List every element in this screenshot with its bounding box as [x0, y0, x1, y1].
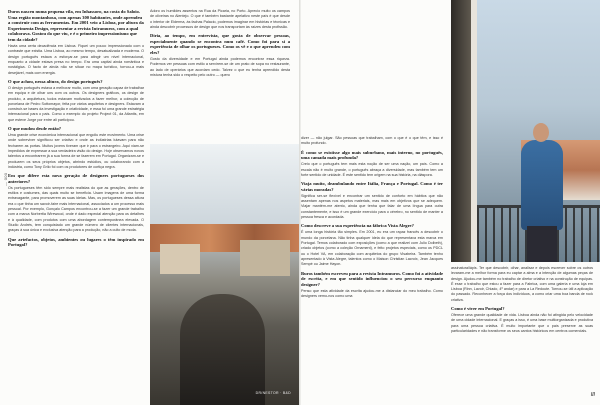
interview-question: Como é viver em Portugal?: [451, 306, 505, 312]
interview-question: Viaja muito, deambulando entre Itália, França e Portugal. Como é ter várias moradas?: [301, 181, 443, 192]
article-paragraph: Gosto da diversidade e em Portugal ainda podemos encontrar essa riqueza. Podemos ver pessoas com estilo a servirem-se de um prato de sopa no restaurante, ao lado de operários que acordam cedo. Talvez o que eu tenha aprendido desta mistura tenha sido o respeito pelo outro — quero: [150, 57, 290, 77]
article-paragraph: assinatura/lápis. Ter que descobrir, olhar, analisar e depois escrever sobre os outros levaram-me a melhor forma para eu captar a alma e a intenção de algumas peças de design. Ajudou-me também no trabalho de diretor criativo e na construção de equipas. É esse o trabalho que estou a fazer para a Fabrica, com uma galeria e uma loja em Lisboa (Rinn, Lavoir, Chiado, 4º andar) e para a La Redoute. Tornou-se útil a aplicação do passado. Reconhecer a força dos indivíduos, a como criar uma boa banda de rock criativa.: [451, 266, 593, 302]
right-column-2: [451, 266, 593, 394]
left-page: [0, 0, 299, 405]
page-end-mark: ///: [590, 392, 595, 398]
right-page: [301, 0, 600, 405]
interview-question: É como se existisse algo mais suburbano, mais interno, no português, uma camada mais profunda?: [301, 149, 443, 161]
article-paragraph: O design português estava a melhorar muito, com uma geração capaz de trabalhar em equipa e de olhar uns com os outros. Os designers gráficos, os design de produto, a arquitetura, todos estavam motivados a fazer melhor, a colecção de porcelana de Pedro Sottomayor, feita por vários arquitetos e designers. Estavam a construir-se bases da investigação e criatividade, e essa foi uma grande estratégia internacional para o país. Como o exemplo do projeto Project 01, da Atlantis, em que esteve Jorge por entre ali participou.: [8, 85, 144, 122]
article-paragraph: Penso que esta atividade da escrita ajudou-me a distanciar do meu trabalho. Como designers vemo-nos como uma: [301, 288, 443, 299]
page-folio-left: — 000: [3, 172, 8, 186]
article-lead: Duros nasceu numa pequena vila, em Inhassoro, na costa do Saloio. Uma região montanhosa, com apenas 300 habitantes, onde aprendeu a construir com as ferramentas. Em 2001 veio a Lisboa, por altura da Experimenta Design, representar a revista Intramuros, com a qual colaborava. Gostou do que viu, e é o primeiro impressionismo que tem da cidade?: [8, 9, 144, 42]
interview-question: O que achou, nessa altura, do design português?: [8, 78, 103, 84]
article-paragraph: Uma grande crise económica internacional que engoliu este movimento. Uma crise onde sobreviver significou ser criativo e onde as indústrias lutavam para não fecharem as portas. Muitos jovens tiveram que ir para o estrangeiro. Aqui viam-se impedidos de expressar a sua verdadeira visão do design. Hoje observamos novos talentos a encontrarem já a sua forma de se fazerem em Portugal. Organizam-se e produzem os seus próprios objetos, abrindo estúdios, ou colaborando com a indústria, como Tony Grilo foi com os produtores de cortiça negra.: [8, 133, 144, 169]
interview-question: O que mudou desde então?: [8, 126, 62, 132]
article-paragraph: dizer — não julgar. São pessoas que trabalham, com o que é o que têm, e isso é muito profundo.: [301, 136, 443, 146]
interview-question: Diria, ao tempo, em entrevista, que gosta de observar pessoas, especialmente quando se encontra num café. Como foi para si a experiência de olhar os portugueses. Como os vê e o que aprendeu com eles?: [150, 33, 290, 55]
article-paragraph: Creio que o português tem mais esta noção de ser uma nação, um país. Como a escala não é muito grande, o português abraça a diversidade, mas também tem um forte sentido de unidade. É este sentido tem origem na sua história, na diáspora.: [301, 162, 443, 177]
portrait-photo: [451, 0, 600, 262]
article-paragraph: Os portugueses têm sido sempre mais realistas do que as gerações, dentro de estilos e costumes, das quais muito se beneficia. Usam imagens de uma forma extravagante, para promoverem as suas ideias. Mas, os portugueses dessa altura era o que tinha um savoir-faire mais internacional, associados a um processo mais pessoal. Por exemplo, Gonçalo Campos encontrou-se a fazer um grande trabalho com a marca Norbertia Wirewood, onde é dado especial atenção para os detalhes e à qualidade, com produtos com uma abordagem contemporânea elevada. O Studio Andrés, tem conquistado um grande número de clientes internacionais, graças à sua única e exclusiva atenção para a produção, não a culto de moda.: [8, 185, 144, 233]
left-column-1: [8, 9, 144, 401]
article-paragraph: Havia uma certa decadência em Lisboa. Fiquei um pouco impressionado com o contraste que existia. Uma Lisboa, ao mesmo tempo, desatualizada e moderna. O design português estava a esforçar-se para atingir um nível internacional, enquanto a cidade estava presa no tempo. Era uma capital ainda romântica e nostálgica. O facto de ainda não se situar no mapa turístico, tornou-a mais desejável, mais com energia.: [8, 44, 144, 75]
city-reflection-photo: [150, 144, 299, 405]
photo-credit: DR/NESTOR · B&D: [255, 391, 291, 395]
interview-question: Buros também escreveu para a revista Intramuros. Como foi a atividade de escrita, e em que sentido influenciou o seu percurso enquanto designer?: [301, 270, 443, 287]
right-column-1: [301, 136, 443, 398]
left-column-2: [150, 9, 290, 141]
article-paragraph: Significa ser-se flexível e encontrar um sentido de conforto em hábitos que não assentam apenas nos aspetos materiais, mas mais em objetivos que se adequem. Viajar mantém-me atento, ainda que tenha que falar de uma língua para outra constantemente, e isso é um grande exercício para o cérebro, no sentido de manter a pessoa fresca e acordada.: [301, 193, 443, 220]
article-paragraph: Oferece uma grande qualidade de vida. Lisboa ainda não foi atingida pelo velocidade de uma cidade internacional. E graças a isso, é uma base multiorganizada e produtiva para uma pessoa criativa. É muito importante que o país preserve as suas particularidades e não transforme os seus cantos históricos em centros comerciais.: [451, 313, 593, 334]
interview-question: Em que difere esta nova geração de designers portugueses dos anteriores?: [8, 173, 144, 184]
article-paragraph: É uma longa história tão simples. Em 2001, eu era um rapaz francês a descobrir o mundo da porcelana. Não tinha qualquer ideia do que representava esta marca em Portugal. Temos colaborado com exposições (como a que realizei com Julio Dolbeth), criado objetos (como a coleção Ornament), e feito projetos especiais, como os PDCL ou o Hotel VA, em colaboração com arquitetos do grupo Visabeira. Também tenho apresentado à Vista Alegre, talentos como o Maison Christian Lacroix, Jean Jacques Sempé ou Jaime Hayon.: [301, 230, 443, 267]
interview-question: Como descreve a sua experiência na fábrica Vista Alegre?: [301, 223, 414, 229]
interview-question: Que artefactos, objetos, ambientes ou lugares o têm inspirado em Portugal?: [8, 236, 144, 248]
article-paragraph: Adoro os humildes assentos na Rua da Picaria, no Porto. Aprecio muito os campos de oliveiras no Alentejo. O que é também bastante apelativo neste país é que desde o interior de Elderma, às fachas Palacio, podemos imaginar em histórias e técnicas e ainda descobrir processos de design que nos transportam às raízes desta profissão.: [150, 9, 290, 29]
